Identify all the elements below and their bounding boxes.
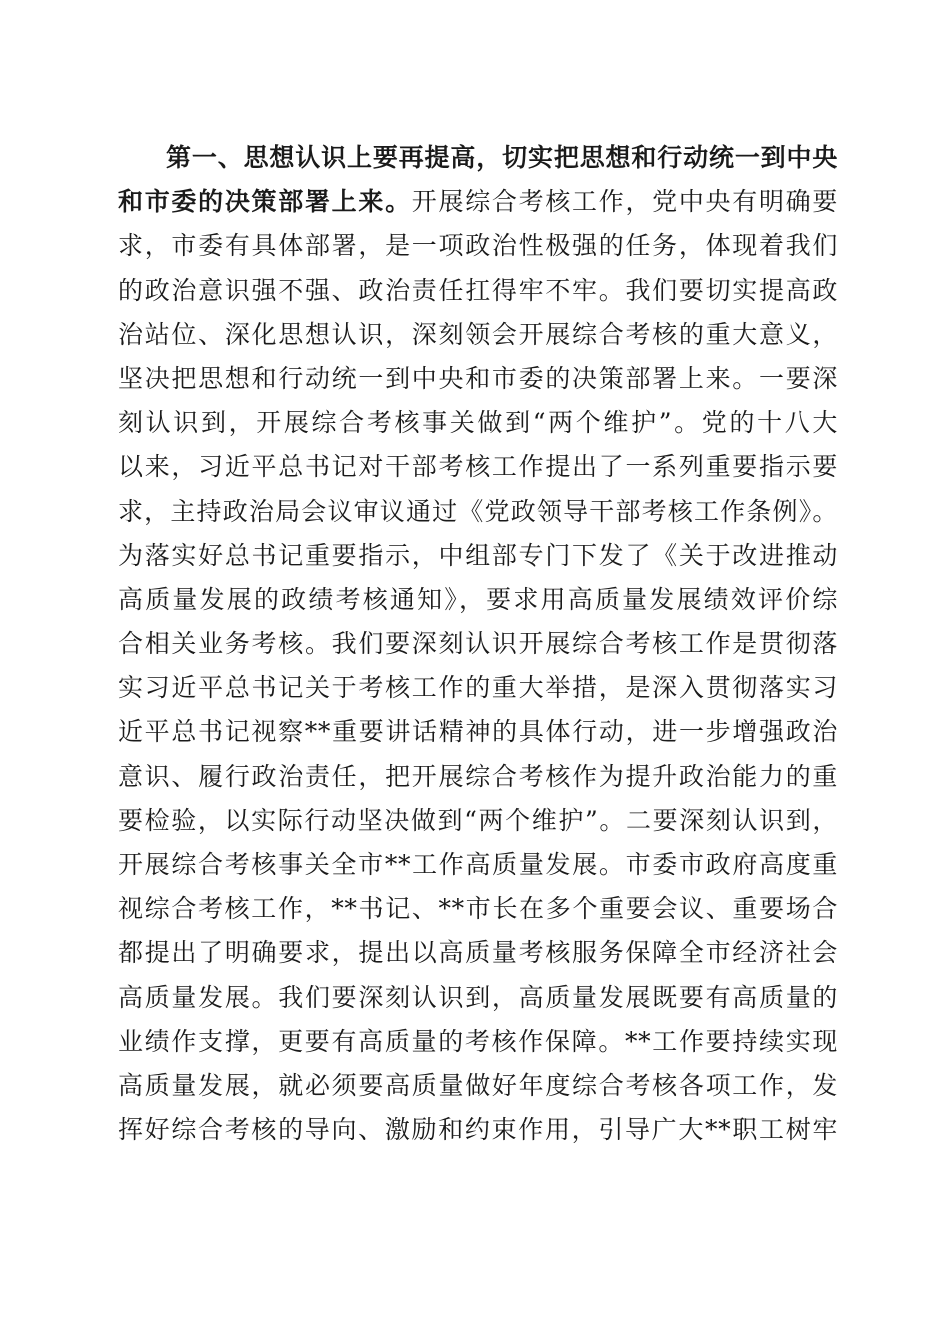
- body-text: 高质量发展。我们要深刻认识到，高质量发展既要有高质量的: [118, 982, 838, 1012]
- text-line: [118, 799, 838, 843]
- body-text: 开展综合考核工作，党中央有明确要: [411, 187, 838, 217]
- text-line: [118, 357, 838, 401]
- text-line: [118, 1064, 838, 1108]
- body-text: 坚决把思想和行动统一到中央和市委的决策部署上来。一要深: [118, 363, 838, 393]
- text-line: [118, 136, 838, 180]
- text-line: [118, 269, 838, 313]
- text-line: [118, 931, 838, 975]
- body-text: 要检验，以实际行动坚决做到“两个维护”。二要深刻认识到，: [118, 805, 838, 835]
- body-text: 高质量发展，就必须要高质量做好年度综合考核各项工作，发: [118, 1070, 838, 1100]
- body-text: 治站位、深化思想认识，深刻领会开展综合考核的重大意义，: [118, 319, 838, 349]
- body-text: 为落实好总书记重要指示，中组部专门下发了《关于改进推动: [118, 540, 838, 570]
- body-text: 求，市委有具体部署，是一项政治性极强的任务，体现着我们: [118, 231, 838, 261]
- text-line: [118, 976, 838, 1020]
- text-line: [118, 490, 838, 534]
- text-line: [118, 1108, 838, 1152]
- body-text: 刻认识到，开展综合考核事关做到“两个维护”。党的十八大: [118, 408, 838, 438]
- body-text: 开展综合考核事关全市**工作高质量发展。市委市政府高度重: [118, 850, 838, 879]
- body-text: 近平总书记视察**重要讲话精神的具体行动，进一步增强政治: [118, 717, 838, 747]
- text-line: [118, 313, 838, 357]
- text-line: [118, 578, 838, 622]
- text-line: [118, 180, 838, 224]
- text-line: [118, 622, 838, 666]
- body-text: 合相关业务考核。我们要深刻认识开展综合考核工作是贯彻落: [118, 629, 838, 659]
- body-text: 意识、履行政治责任，把开展综合考核作为提升政治能力的重: [118, 761, 838, 791]
- body-text: 都提出了明确要求，提出以高质量考核服务保障全市经济社会: [118, 938, 838, 968]
- text-line: [118, 666, 838, 710]
- heading-text: 和市委的决策部署上来。: [118, 187, 412, 217]
- body-text: 业绩作支撑，更要有高质量的考核作保障。**工作要持续实现: [118, 1026, 838, 1056]
- text-line: [118, 843, 838, 887]
- text-line: [118, 445, 838, 489]
- text-line: [118, 710, 838, 754]
- body-text: 的政治意识强不强、政治责任扛得牢不牢。我们要切实提高政: [118, 275, 838, 305]
- body-text: 实习近平总书记关于考核工作的重大举措，是深入贯彻落实习: [118, 673, 838, 703]
- text-line: [118, 1020, 838, 1064]
- body-text: 挥好综合考核的导向、激励和约束作用，引导广大**职工树牢: [118, 1115, 838, 1145]
- body-text: 视综合考核工作，**书记、**市长在多个重要会议、重要场合: [118, 894, 838, 924]
- text-line: [118, 887, 838, 931]
- heading-text: 第一、思想认识上要再提高，切实把思想和行动统一到中央: [166, 143, 838, 172]
- body-text: 求，主持政治局会议审议通过《党政领导干部考核工作条例》。: [118, 496, 838, 526]
- text-line: [118, 534, 838, 578]
- body-text: 高质量发展的政绩考核通知》，要求用高质量发展绩效评价综: [118, 584, 838, 614]
- text-line: [118, 224, 838, 268]
- text-line: [118, 401, 838, 445]
- body-text: 以来，习近平总书记对干部考核工作提出了一系列重要指示要: [118, 452, 838, 482]
- body-paragraph: [118, 136, 838, 1152]
- text-line: [118, 755, 838, 799]
